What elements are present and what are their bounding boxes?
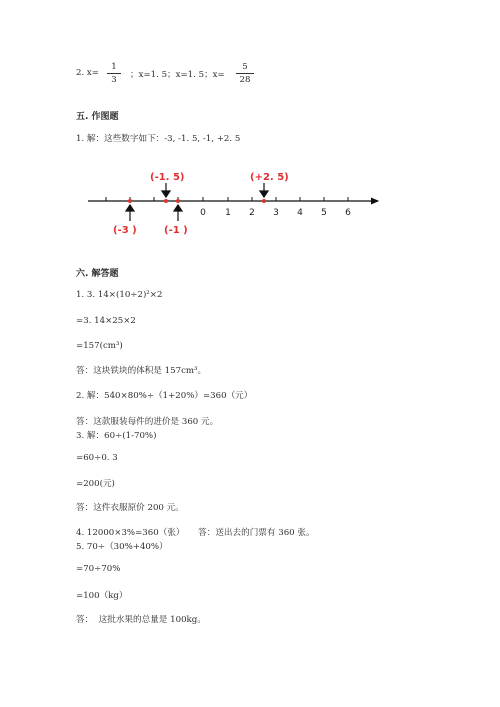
solution-line: 答：这块铁块的体积是 157cm³。 <box>76 366 207 376</box>
solution-line: =157(cm³) <box>76 341 123 351</box>
fraction-numerator: 1 <box>107 62 121 74</box>
q2-prefix: 2. x= <box>76 68 99 78</box>
tick-label-2: 2 <box>249 208 255 218</box>
fraction-denominator: 28 <box>239 75 251 85</box>
section6-title: 六. 解答题 <box>76 269 119 279</box>
solution-line: =60÷0. 3 <box>76 453 118 463</box>
point-neg3 <box>128 199 132 203</box>
solution-line: 5. 70÷（30%+40%） <box>76 542 168 552</box>
tick-label-4: 4 <box>297 208 303 218</box>
fraction-one-third <box>107 62 121 86</box>
point-neg1-5 <box>164 199 168 203</box>
solution-line: 2. 解：540×80%÷（1+20%）=360（元） <box>76 391 253 401</box>
number-line-figure <box>0 165 500 255</box>
tick-marks <box>106 197 348 201</box>
solution-line: 答： 这批水果的总量是 100kg。 <box>76 615 206 625</box>
label-neg3: (-3 ) <box>113 225 137 236</box>
point-neg1 <box>176 199 180 203</box>
fraction-denominator: 3 <box>111 75 117 85</box>
solution-line: 3. 解：60÷(1-70%) <box>76 431 157 441</box>
solution-line: =100（kg） <box>76 591 128 601</box>
tick-label-0: 0 <box>200 208 206 218</box>
solution-line: =3. 14×25×2 <box>76 316 136 326</box>
label-neg1-5: (-1. 5) <box>150 172 185 183</box>
q2-middle: ；x=1. 5；x=1. 5；x= <box>130 70 225 80</box>
label-neg1: (-1 ) <box>164 225 188 236</box>
point-pos2-5 <box>262 199 266 203</box>
solution-line: =200(元) <box>76 479 115 489</box>
tick-label-3: 3 <box>273 208 279 218</box>
fraction-five-28 <box>236 62 254 86</box>
solution-line: =70÷70% <box>76 564 121 574</box>
solution-line: 4. 12000×3%=360（张） 答：送出去的门票有 360 张。 <box>76 528 315 538</box>
label-pos2-5: (+2. 5) <box>250 172 289 183</box>
tick-label-5: 5 <box>321 208 327 218</box>
section5-answer: 1. 解：这些数字如下：-3, -1. 5, -1, +2. 5 <box>76 134 241 144</box>
solution-line: 答：这件衣服原价 200 元。 <box>76 503 184 513</box>
tick-label-1: 1 <box>225 208 231 218</box>
tick-label-6: 6 <box>345 208 351 218</box>
fraction-numerator: 5 <box>236 62 254 74</box>
section5-title: 五. 作图题 <box>76 112 119 122</box>
solution-line: 答：这款服装每件的进价是 360 元。 <box>76 417 219 427</box>
solution-line: 1. 3. 14×(10÷2)²×2 <box>76 290 163 300</box>
